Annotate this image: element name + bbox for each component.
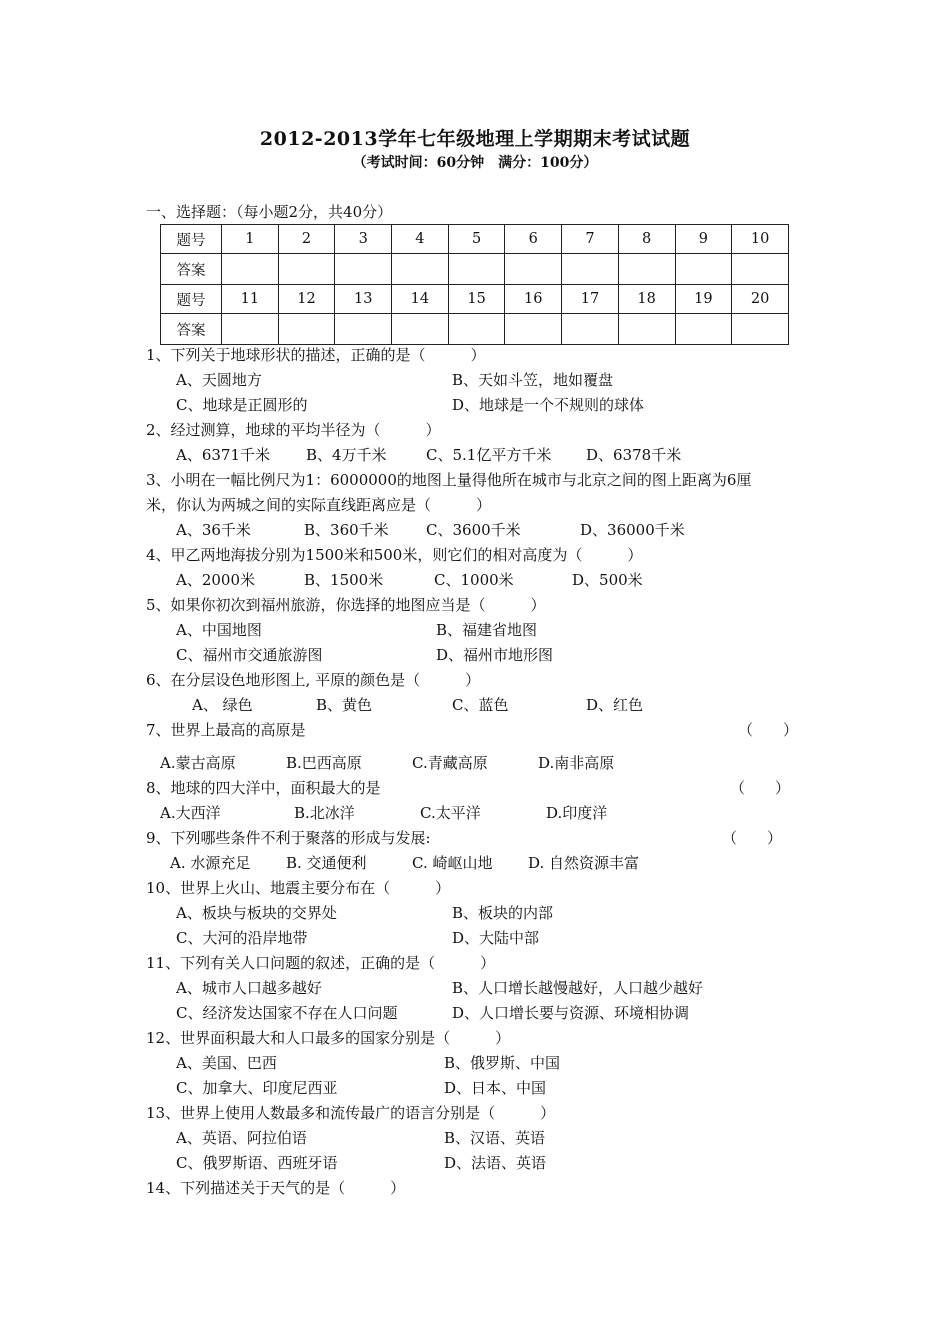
answer-cell[interactable] — [448, 254, 505, 285]
answer-cell[interactable] — [505, 254, 562, 285]
option[interactable]: A、36千米 — [176, 521, 251, 539]
option-row — [146, 393, 826, 418]
answer-cell[interactable] — [675, 314, 732, 345]
question-stem: 1、下列关于地球形状的描述，正确的是（ ） — [146, 346, 486, 364]
option[interactable]: D. 自然资源丰富 — [528, 854, 640, 872]
option[interactable]: B、福建省地图 — [436, 621, 538, 639]
question-number: 12 — [278, 285, 335, 314]
option[interactable]: C、福州市交通旅游图 — [176, 646, 323, 664]
option[interactable]: A.大西洋 — [160, 804, 221, 822]
answer-cell[interactable] — [732, 314, 789, 345]
row-label: 答案 — [161, 254, 222, 285]
option[interactable]: D、6378千米 — [586, 446, 682, 464]
question-number: 8 — [618, 225, 675, 254]
question-stem: 14、下列描述关于天气的是（ ） — [146, 1179, 406, 1197]
answer-table — [160, 224, 789, 345]
answer-paren[interactable]: （ ） — [722, 829, 783, 847]
option-row — [146, 1001, 826, 1026]
question-number: 6 — [505, 225, 562, 254]
question-stem-row — [146, 718, 826, 743]
option[interactable]: C、1000米 — [434, 571, 514, 589]
option[interactable]: A、2000米 — [176, 571, 256, 589]
option[interactable]: C. 崎岖山地 — [412, 854, 493, 872]
option[interactable]: B、人口增长越慢越好，人口越少越好 — [452, 979, 704, 997]
question-stem: 11、下列有关人口问题的叙述，正确的是（ ） — [146, 954, 496, 972]
question-number: 15 — [448, 285, 505, 314]
answer-cell[interactable] — [392, 254, 449, 285]
option[interactable]: C、3600千米 — [426, 521, 521, 539]
answer-cell[interactable] — [562, 314, 619, 345]
answer-cell[interactable] — [222, 314, 279, 345]
answer-cell[interactable] — [505, 314, 562, 345]
option[interactable]: C、5.1亿平方千米 — [426, 446, 552, 464]
option[interactable]: D、法语、英语 — [444, 1154, 547, 1172]
option[interactable]: D.印度洋 — [546, 804, 608, 822]
option[interactable]: D、红色 — [586, 696, 644, 714]
question-number: 7 — [562, 225, 619, 254]
number-row — [161, 285, 789, 314]
answer-paren[interactable]: （ ） — [730, 779, 791, 797]
option[interactable]: D、人口增长要与资源、环境相协调 — [452, 1004, 690, 1022]
question-number: 1 — [222, 225, 279, 254]
option[interactable]: D、地球是一个不规则的球体 — [452, 396, 645, 414]
option[interactable]: B、黄色 — [316, 696, 373, 714]
option[interactable]: B、4万千米 — [306, 446, 387, 464]
question-stem: 13、世界上使用人数最多和流传最广的语言分别是（ ） — [146, 1104, 556, 1122]
question-number: 14 — [392, 285, 449, 314]
option[interactable]: D、36000千米 — [580, 521, 685, 539]
question-stem: 7、世界上最高的高原是 — [146, 721, 306, 739]
option[interactable]: A、 绿色 — [192, 696, 253, 714]
answer-row — [161, 254, 789, 285]
answer-cell[interactable] — [335, 314, 392, 345]
answer-cell[interactable] — [675, 254, 732, 285]
option-row — [146, 1076, 826, 1101]
question-number: 13 — [335, 285, 392, 314]
answer-cell[interactable] — [732, 254, 789, 285]
question-stem-row — [146, 776, 826, 801]
answer-row — [161, 314, 789, 345]
option[interactable]: A、中国地图 — [176, 621, 262, 639]
answer-cell[interactable] — [335, 254, 392, 285]
option[interactable]: D、大陆中部 — [452, 929, 540, 947]
option[interactable]: A、城市人口越多越好 — [176, 979, 322, 997]
answer-cell[interactable] — [448, 314, 505, 345]
question-number: 11 — [222, 285, 279, 314]
option-row — [146, 1051, 826, 1076]
option[interactable]: C、经济发达国家不存在人口问题 — [176, 1004, 398, 1022]
option-row — [146, 901, 826, 926]
question-number: 4 — [392, 225, 449, 254]
option[interactable]: B、板块的内部 — [452, 904, 554, 922]
option-row — [146, 801, 826, 826]
question-number: 10 — [732, 225, 789, 254]
option[interactable]: C、俄罗斯语、西班牙语 — [176, 1154, 338, 1172]
option-row — [146, 1151, 826, 1176]
option[interactable]: A、英语、阿拉伯语 — [176, 1129, 307, 1147]
answer-cell[interactable] — [222, 254, 279, 285]
option[interactable]: A、美国、巴西 — [176, 1054, 277, 1072]
question-number: 2 — [278, 225, 335, 254]
section-heading: 一、选择题：（每小题2分，共40分） — [146, 203, 393, 221]
question-number: 9 — [675, 225, 732, 254]
option-row — [146, 443, 826, 468]
question-list — [146, 343, 826, 1201]
question-stem: 2、经过测算，地球的平均半径为（ ） — [146, 421, 441, 439]
option[interactable]: A.蒙古高原 — [160, 754, 236, 772]
option[interactable]: A. 水源充足 — [170, 854, 251, 872]
option[interactable]: C.青藏高原 — [412, 754, 488, 772]
question-stem-continued: 米，你认为两城之间的实际直线距离应是（ ） — [146, 496, 492, 514]
question-number: 18 — [618, 285, 675, 314]
answer-cell[interactable] — [618, 314, 675, 345]
question-number: 5 — [448, 225, 505, 254]
option[interactable]: B、1500米 — [304, 571, 384, 589]
option-row — [146, 643, 826, 668]
question-stem: 4、甲乙两地海拔分别为1500米和500米，则它们的相对高度为（ ） — [146, 546, 643, 564]
option[interactable]: B、360千米 — [304, 521, 389, 539]
option[interactable]: A、天圆地方 — [176, 371, 262, 389]
option[interactable]: C、地球是正圆形的 — [176, 396, 308, 414]
option-row — [146, 568, 826, 593]
question-stem: 10、世界上火山、地震主要分布在（ ） — [146, 879, 451, 897]
exam-title: 2012-2013学年七年级地理上学期期末考试试题 — [259, 128, 691, 150]
question-stem: 8、地球的四大洋中，面积最大的是 — [146, 779, 381, 797]
option-row — [146, 751, 826, 776]
option[interactable]: B.巴西高原 — [286, 754, 362, 772]
option[interactable]: D、福州市地形图 — [436, 646, 554, 664]
number-row — [161, 225, 789, 254]
question-number: 16 — [505, 285, 562, 314]
option-row — [146, 976, 826, 1001]
answer-paren[interactable]: （ ） — [738, 721, 799, 739]
question-stem: 3、小明在一幅比例尺为1：6000000的地图上量得他所在城市与北京之间的图上距离为6厘 — [146, 471, 752, 489]
option[interactable]: B、天如斗笠，地如覆盘 — [452, 371, 614, 389]
question-number: 3 — [335, 225, 392, 254]
option-row — [146, 618, 826, 643]
option[interactable]: B. 交通便利 — [286, 854, 367, 872]
question-number: 19 — [675, 285, 732, 314]
row-label: 题号 — [161, 285, 222, 314]
answer-cell[interactable] — [278, 314, 335, 345]
question-stem: 6、在分层设色地形图上, 平原的颜色是（ ） — [146, 671, 481, 689]
question-stem: 9、下列哪些条件不利于聚落的形成与发展: — [146, 829, 431, 847]
question-stem: 12、世界面积最大和人口最多的国家分别是（ ） — [146, 1029, 511, 1047]
row-label: 答案 — [161, 314, 222, 345]
option-row — [146, 1126, 826, 1151]
option-row — [146, 693, 826, 718]
answer-cell[interactable] — [278, 254, 335, 285]
option[interactable]: C.太平洋 — [420, 804, 481, 822]
answer-cell[interactable] — [392, 314, 449, 345]
option[interactable]: C、蓝色 — [452, 696, 509, 714]
question-stem-row — [146, 826, 826, 851]
option[interactable]: A、板块与板块的交界处 — [176, 904, 337, 922]
exam-subtitle: （考试时间：60分钟 满分：100分） — [352, 155, 598, 171]
option[interactable]: C、加拿大、印度尼西亚 — [176, 1079, 338, 1097]
option[interactable]: B.北冰洋 — [294, 804, 355, 822]
row-label: 题号 — [161, 225, 222, 254]
option[interactable]: D、日本、中国 — [444, 1079, 547, 1097]
question-number: 17 — [562, 285, 619, 314]
option-row — [146, 368, 826, 393]
question-stem: 5、如果你初次到福州旅游，你选择的地图应当是（ ） — [146, 596, 546, 614]
answer-cell[interactable] — [618, 254, 675, 285]
option[interactable]: B、俄罗斯、中国 — [444, 1054, 561, 1072]
option[interactable]: C、大河的沿岸地带 — [176, 929, 308, 947]
option-row — [146, 851, 826, 876]
answer-cell[interactable] — [562, 254, 619, 285]
option[interactable]: B、汉语、英语 — [444, 1129, 546, 1147]
option[interactable]: A、6371千米 — [176, 446, 271, 464]
option[interactable]: D、500米 — [572, 571, 643, 589]
question-number: 20 — [732, 285, 789, 314]
option-row — [146, 926, 826, 951]
option[interactable]: D.南非高原 — [538, 754, 615, 772]
option-row — [146, 518, 826, 543]
